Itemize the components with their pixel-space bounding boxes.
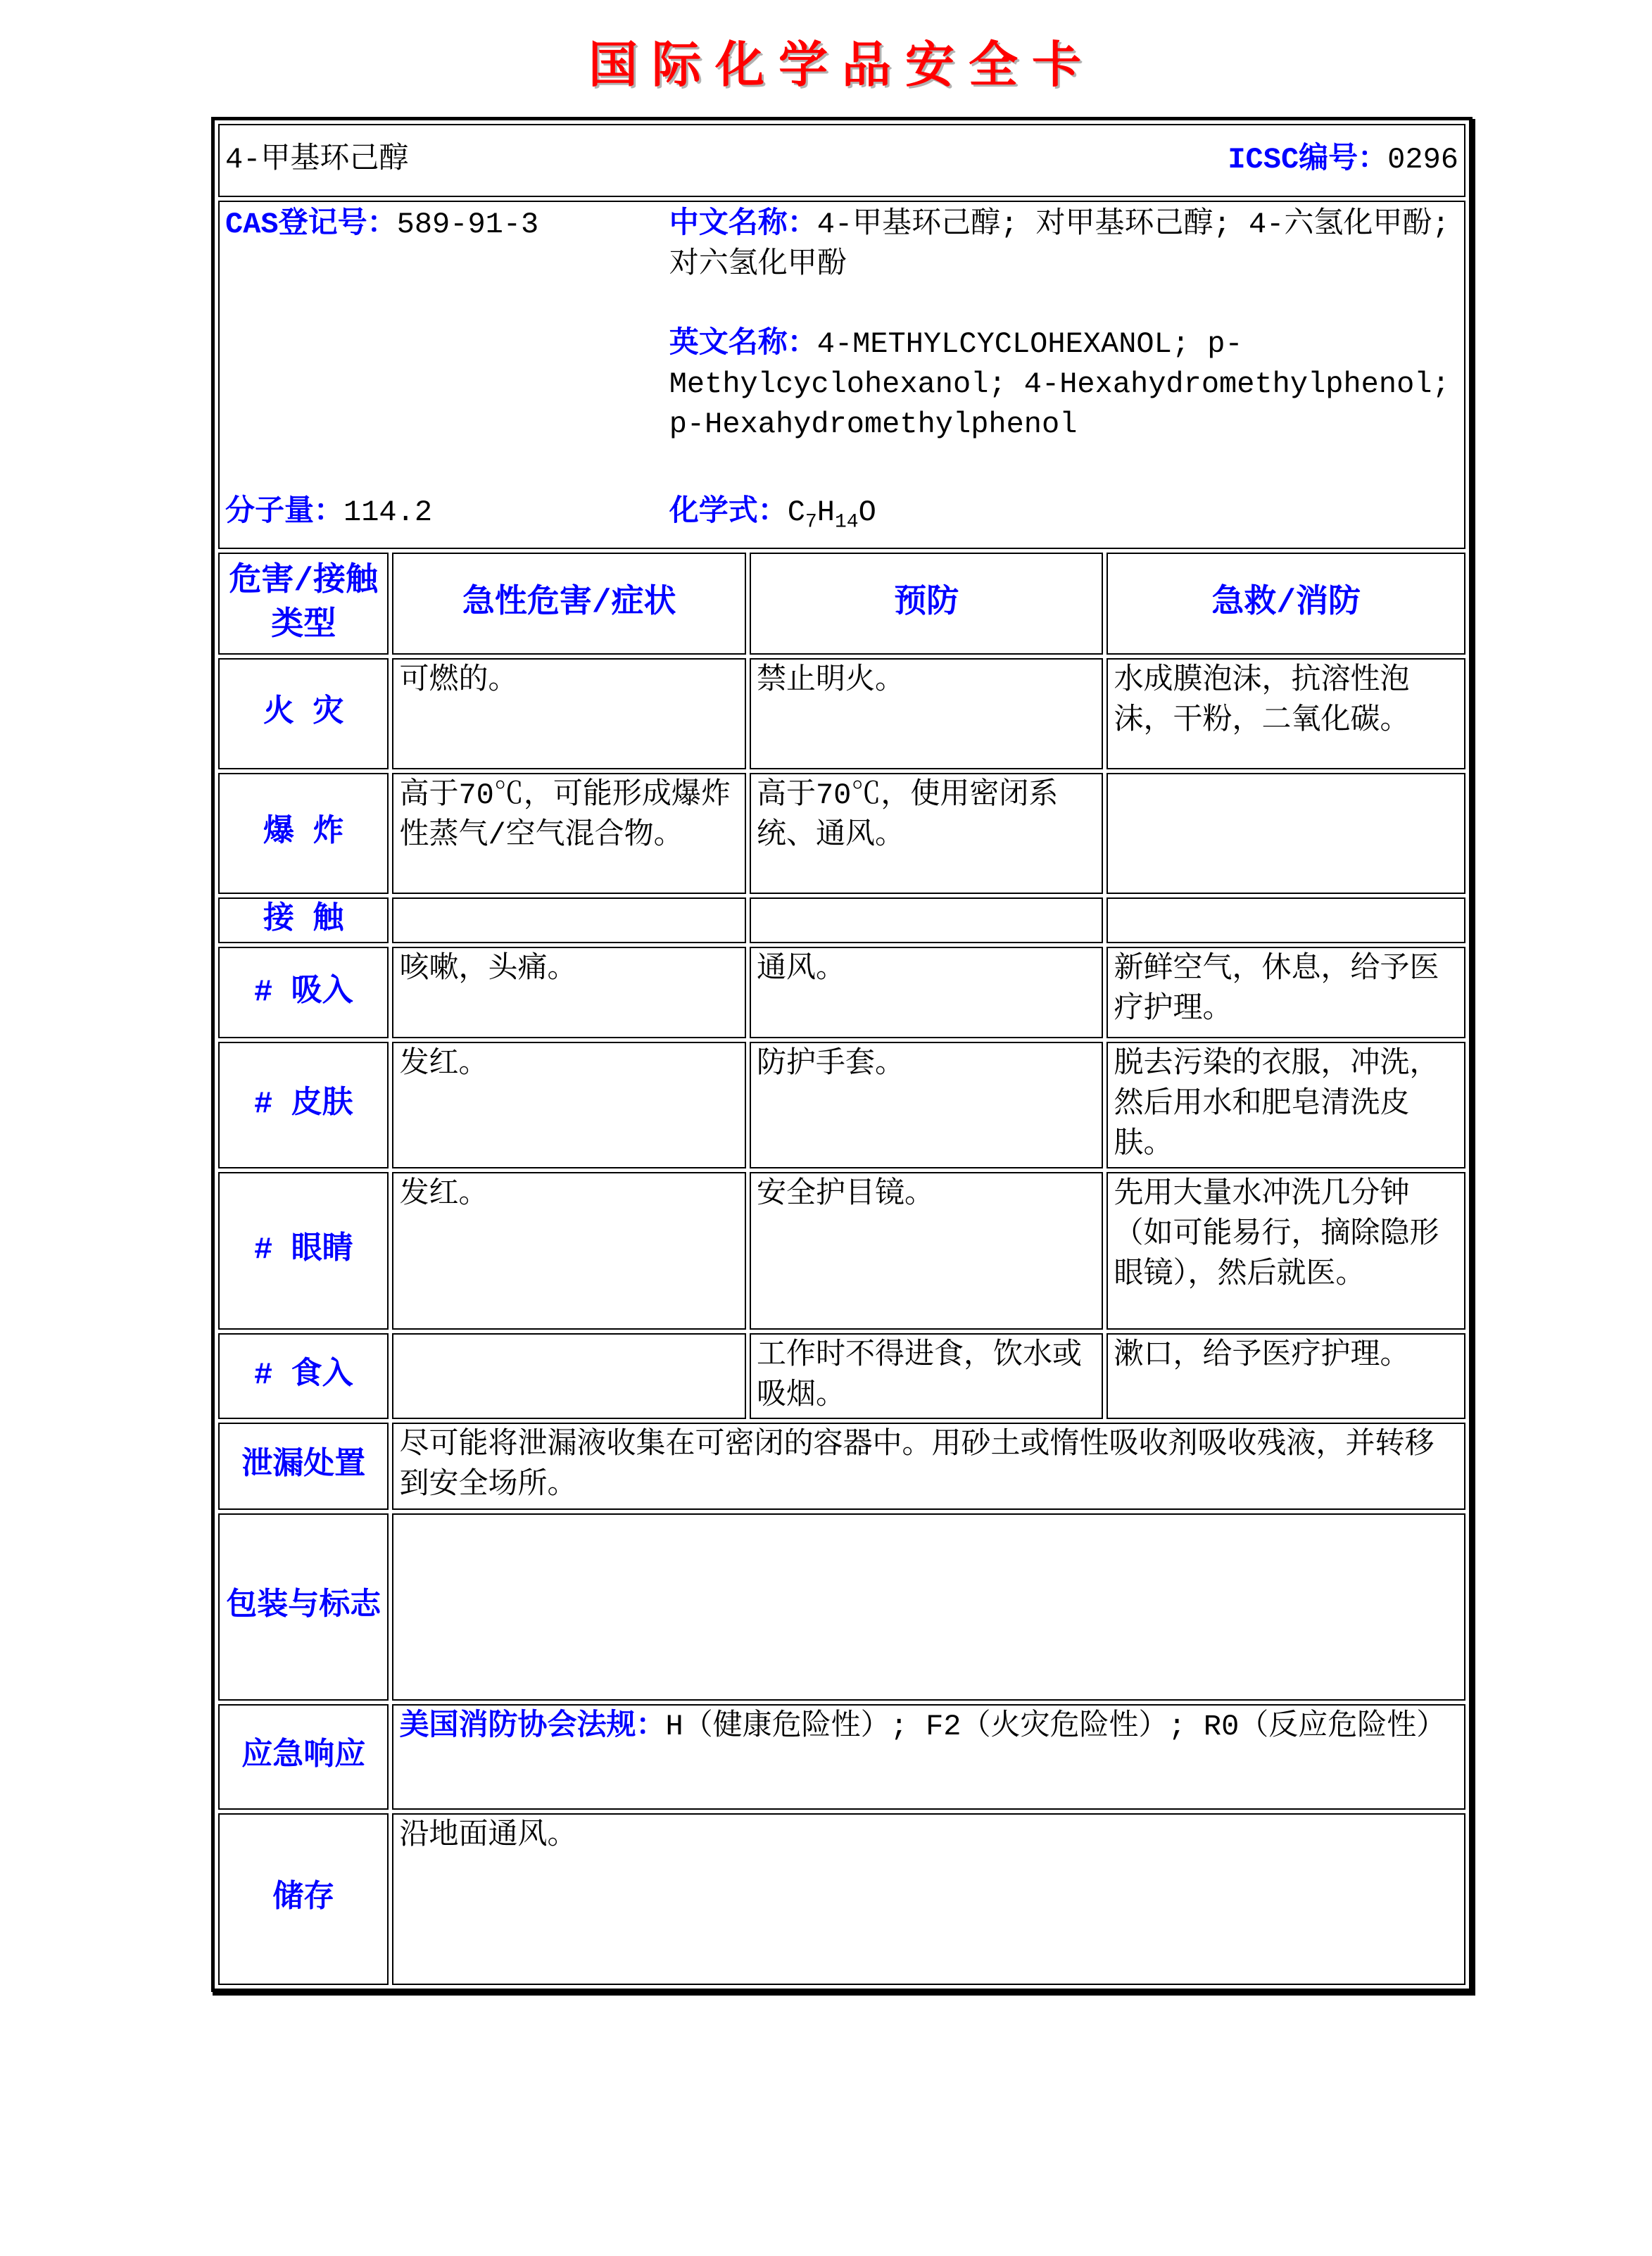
table-row [218, 201, 1465, 549]
table-row [218, 124, 1465, 197]
storage-text: 沿地面通风。 [392, 1813, 1465, 1985]
fire-symptoms: 可燃的。 [392, 658, 746, 769]
icsc-card [211, 0, 1473, 1992]
explosion-firstaid [1106, 773, 1465, 894]
chinese-names-line [669, 205, 1458, 285]
packaging-text [392, 1513, 1465, 1701]
formula-line [669, 493, 1458, 533]
firstaid-header: 急救/消防 [1106, 553, 1465, 655]
row-inhalation [218, 947, 1465, 1038]
row-explosion-label: 爆 炸 [218, 773, 389, 894]
english-names-line [669, 324, 1458, 445]
row-skin-label: # 皮肤 [218, 1042, 389, 1168]
row-packaging [218, 1513, 1465, 1701]
header-cell [218, 124, 1465, 197]
icsc-table [211, 117, 1473, 1992]
page-title: 国际化学品安全卡 [588, 42, 1095, 97]
row-explosion [218, 773, 1465, 894]
mw-value: 114.2 [343, 495, 433, 529]
explosion-symptoms: 高于70℃，可能形成爆炸性蒸气/空气混合物。 [392, 773, 746, 894]
formula-label: 化学式： [669, 495, 788, 529]
prevention-header: 预防 [750, 553, 1104, 655]
icsc-number-group [1228, 140, 1458, 180]
chinese-names: 4-甲基环己醇; 对甲基环己醇; 4-六氢化甲酚; 对六氢化甲酚 [669, 208, 1450, 282]
row-emergency [218, 1704, 1465, 1810]
eyes-symptoms: 发红。 [392, 1172, 746, 1330]
ingestion-firstaid: 漱口，给予医疗护理。 [1106, 1333, 1465, 1419]
explosion-prevention: 高于70℃，使用密闭系统、通风。 [750, 773, 1104, 894]
english-names: 4-METHYLCYCLOHEXANOL; p-Methylcyclohexanol; 4-Hexahydromethylphenol; p-Hexahydromethylphenol [669, 327, 1450, 442]
nfpa-label: 美国消防协会法规： [399, 1709, 666, 1744]
emergency-cell [392, 1704, 1465, 1810]
row-spillage-label: 泄漏处置 [218, 1423, 389, 1510]
row-eyes [218, 1172, 1465, 1330]
row-storage [218, 1813, 1465, 1985]
row-storage-label: 储存 [218, 1813, 389, 1985]
row-ingestion [218, 1333, 1465, 1419]
contact-prevention [750, 897, 1104, 943]
mw-label: 分子量： [225, 495, 344, 529]
ingestion-prevention: 工作时不得进食，饮水或吸烟。 [750, 1333, 1104, 1419]
chemical-name: 4-甲基环己醇 [225, 143, 409, 177]
fire-prevention: 禁止明火。 [750, 658, 1104, 769]
hazard-type-header: 危害/接触 类型 [218, 553, 389, 655]
row-contact-label: 接 触 [218, 897, 389, 943]
row-spillage [218, 1423, 1465, 1510]
icsc-label: ICSC编号： [1228, 143, 1388, 177]
mw-line [225, 493, 669, 533]
skin-firstaid: 脱去污染的衣服，冲洗，然后用水和肥皂清洗皮肤。 [1106, 1042, 1465, 1168]
ingestion-symptoms [392, 1333, 746, 1419]
contact-firstaid [1106, 897, 1465, 943]
cas-number: 589-91-3 [396, 208, 539, 241]
eyes-firstaid: 先用大量水冲洗几分钟（如可能易行，摘除隐形眼镜），然后就医。 [1106, 1172, 1465, 1330]
symptoms-header: 急性危害/症状 [392, 553, 746, 655]
contact-symptoms [392, 897, 746, 943]
identity-left-column [225, 203, 669, 543]
spillage-text: 尽可能将泄漏液收集在可密闭的容器中。用砂土或惰性吸收剂吸收残液，并转移到安全场所。 [392, 1423, 1465, 1510]
row-inhalation-label: # 吸入 [218, 947, 389, 1038]
column-header-row [218, 553, 1465, 655]
skin-prevention: 防护手套。 [750, 1042, 1104, 1168]
row-skin [218, 1042, 1465, 1168]
fire-firstaid: 水成膜泡沫，抗溶性泡沫，干粉，二氧化碳。 [1106, 658, 1465, 769]
icsc-number: 0296 [1387, 143, 1458, 177]
cas-line [225, 205, 669, 245]
inhalation-prevention: 通风。 [750, 947, 1104, 1038]
row-packaging-label: 包装与标志 [218, 1513, 389, 1701]
row-fire-label: 火 灾 [218, 658, 389, 769]
emergency-text: H（健康危险性）; F2（火灾危险性）; R0（反应危险性） [665, 1709, 1446, 1744]
en-names-label: 英文名称： [669, 327, 817, 362]
cas-label: CAS登记号： [225, 208, 397, 241]
identity-cell [218, 201, 1465, 549]
cn-names-label: 中文名称： [669, 208, 817, 241]
chemical-formula: $C_7H_{14}O$ [787, 495, 876, 534]
eyes-prevention: 安全护目镜。 [750, 1172, 1104, 1330]
inhalation-firstaid: 新鲜空气，休息，给予医疗护理。 [1106, 947, 1465, 1038]
row-emergency-label: 应急响应 [218, 1704, 389, 1810]
row-contact [218, 897, 1465, 943]
row-eyes-label: # 眼睛 [218, 1172, 389, 1330]
row-ingestion-label: # 食入 [218, 1333, 389, 1419]
row-fire [218, 658, 1465, 769]
skin-symptoms: 发红。 [392, 1042, 746, 1168]
identity-right-column [669, 203, 1458, 543]
inhalation-symptoms: 咳嗽，头痛。 [392, 947, 746, 1038]
